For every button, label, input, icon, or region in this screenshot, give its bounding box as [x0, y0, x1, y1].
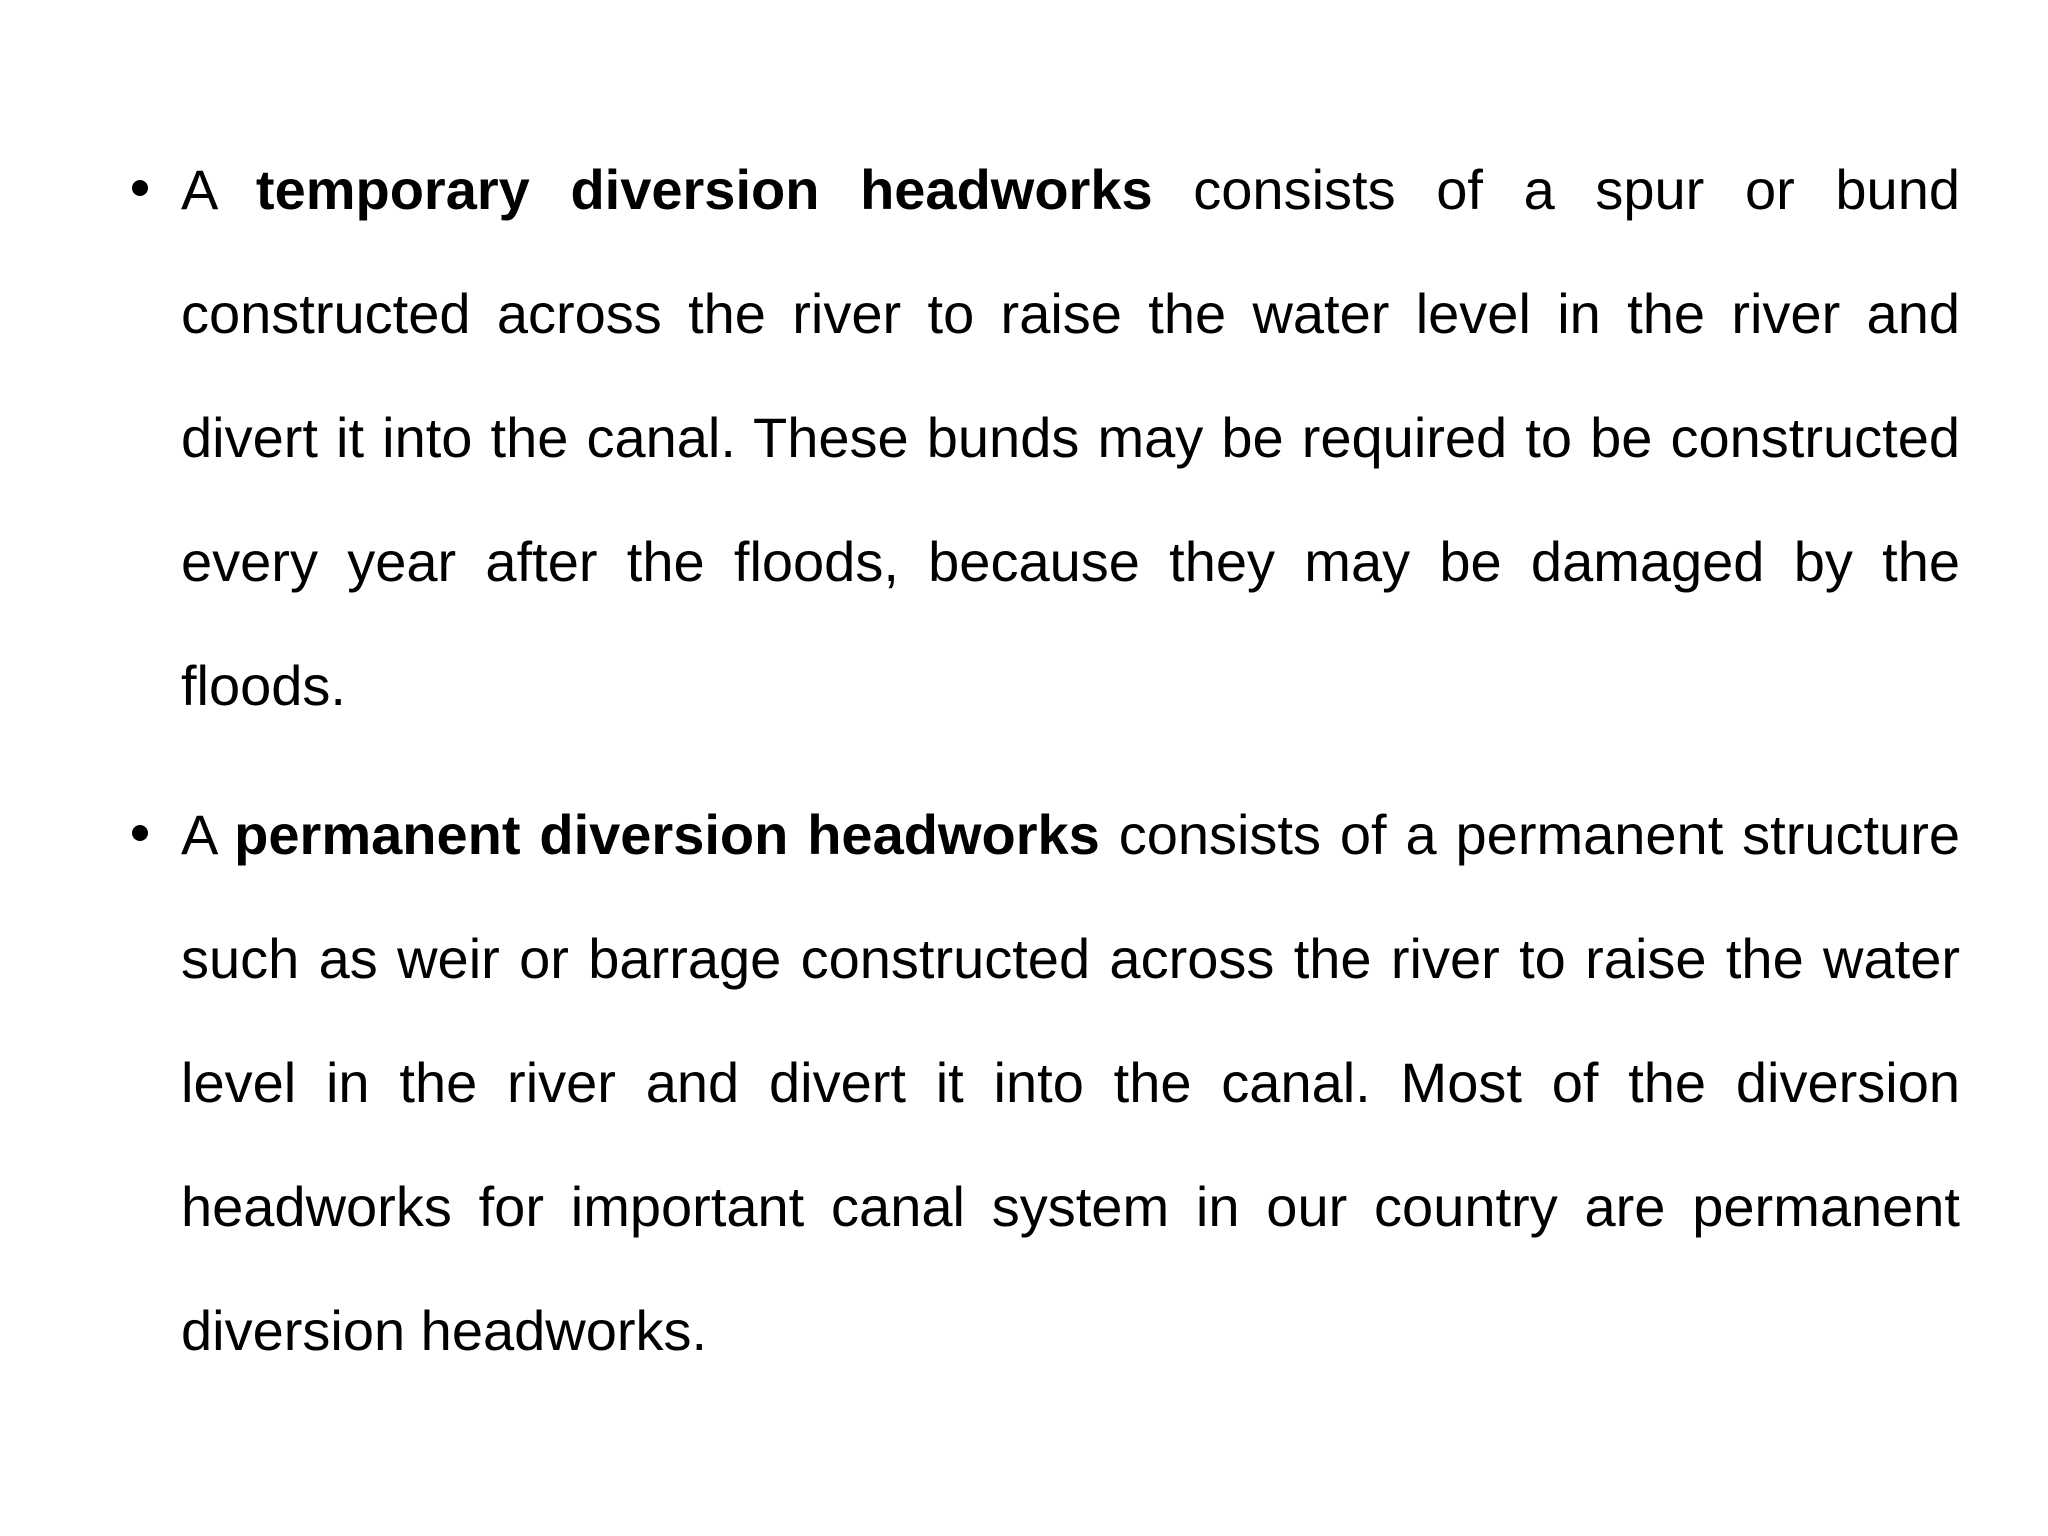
- bullet-icon: [132, 825, 148, 841]
- bullet-item-temporary: [128, 128, 1960, 748]
- bullet-list: [128, 128, 1960, 1418]
- bullet-lead: A: [181, 158, 216, 221]
- bullet-item-permanent: [128, 773, 1960, 1393]
- bullet-icon: [132, 180, 148, 196]
- bullet-term: temporary diversion headworks: [255, 158, 1153, 221]
- bullet-lead: A: [181, 803, 216, 866]
- bullet-term: permanent diversion headworks: [234, 803, 1100, 866]
- bullet-text: consists of a permanent structure such as weir or barrage constructed across the river to raise the water level in the river and divert it into the canal. Most of the diversion headworks for important canal system in our country are permanent diversion headworks.: [181, 803, 1960, 1362]
- bullet-text: consists of a spur or bund constructed across the river to raise the water level in the river and divert it into the canal. These bunds may be required to be constructed every year after the floods, because they may be damaged by the floods.: [181, 158, 1960, 717]
